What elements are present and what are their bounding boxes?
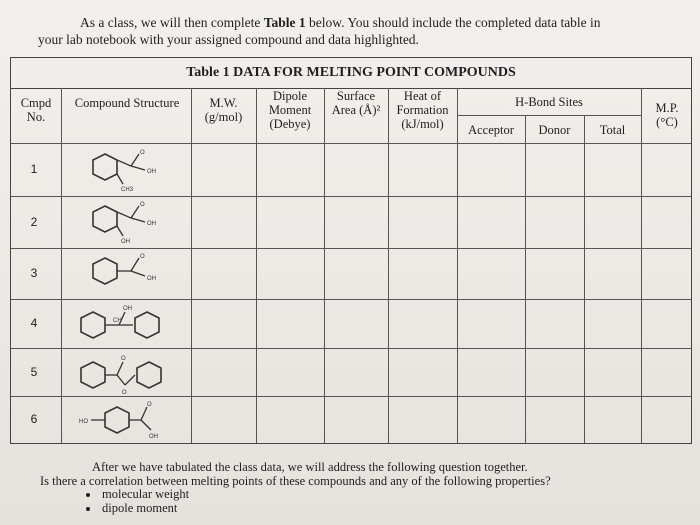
label-oh: OH [121,239,130,245]
label-oh: OH [147,169,156,175]
label-o: O [140,150,145,156]
label-o: O [140,202,145,208]
intro-text: As a class, we will then complete [80,15,264,30]
label-oh: OH [149,434,158,440]
header-dipole: Dipole Moment (Debye) [268,89,312,131]
discussion-section [40,461,680,515]
row-divider [11,143,691,144]
header-cmpd: Cmpd No. [20,96,52,124]
discussion-question: Is there a correlation between melting points of these compounds and any of the following properties? [40,473,551,488]
header-mw: M.W. (g/mol) [204,96,243,124]
header-mp: M.P. (°C) [655,101,679,129]
intro-text-cont: below. You should include the completed data table in [305,15,601,30]
header-total: Total [599,123,626,137]
intro-line-2: your lab notebook with your assigned compound and data highlighted. [38,32,419,47]
label-o: O [121,356,126,362]
cmpd-number: 3 [30,266,38,280]
cmpd-number: 6 [30,412,38,426]
cmpd-number: 5 [30,365,38,379]
row-divider [11,348,691,349]
compound-structure-5 [75,350,185,398]
cmpd-number: 1 [30,162,38,176]
label-o: O [122,390,127,396]
label-oh: OH [147,221,156,227]
table-grid [11,88,691,443]
compound-structure-2 [85,198,175,248]
header-heat: Heat of Formation (kJ/mol) [396,89,449,131]
label-o: O [147,402,152,408]
col-divider [584,115,585,443]
list-item: • molecular weight [100,488,680,502]
hbond-sub-divider [457,115,641,116]
col-divider [457,88,458,443]
label-oh: OH [147,276,156,282]
header-donor: Donor [538,123,571,137]
compound-structure-4 [75,300,185,348]
row-divider [11,196,691,197]
header-hbond: H-Bond Sites [515,95,583,109]
col-divider [256,88,257,443]
compound-structure-3 [85,250,175,298]
compound-structure-1 [85,146,175,196]
label-o: O [140,254,145,260]
label-ch3: CH3 [121,187,134,193]
header-acceptor: Acceptor [468,123,514,137]
melting-point-table [10,57,692,444]
header-surface: Surface Area (Å)² [331,89,381,117]
header-structure: Compound Structure [74,96,180,110]
cmpd-number: 4 [30,316,38,330]
col-divider [641,88,642,443]
row-divider [11,248,691,249]
label-ch: CH [113,318,122,324]
intro-paragraph [38,14,678,48]
col-divider [191,88,192,443]
label-oh: OH [123,306,132,312]
col-divider [324,88,325,443]
label-ho: HO [79,419,88,425]
list-item: • dipole moment [100,502,680,516]
discussion-intro: After we have tabulated the class data, we will address the following question together. [92,460,528,474]
col-divider [525,115,526,443]
col-divider [388,88,389,443]
table-title: Table 1 DATA FOR MELTING POINT COMPOUNDS [11,58,691,89]
intro-table-ref: Table 1 [263,15,306,30]
col-divider [61,88,62,443]
compound-structure-6 [75,398,185,443]
property-list [40,488,680,515]
cmpd-number: 2 [30,215,38,229]
